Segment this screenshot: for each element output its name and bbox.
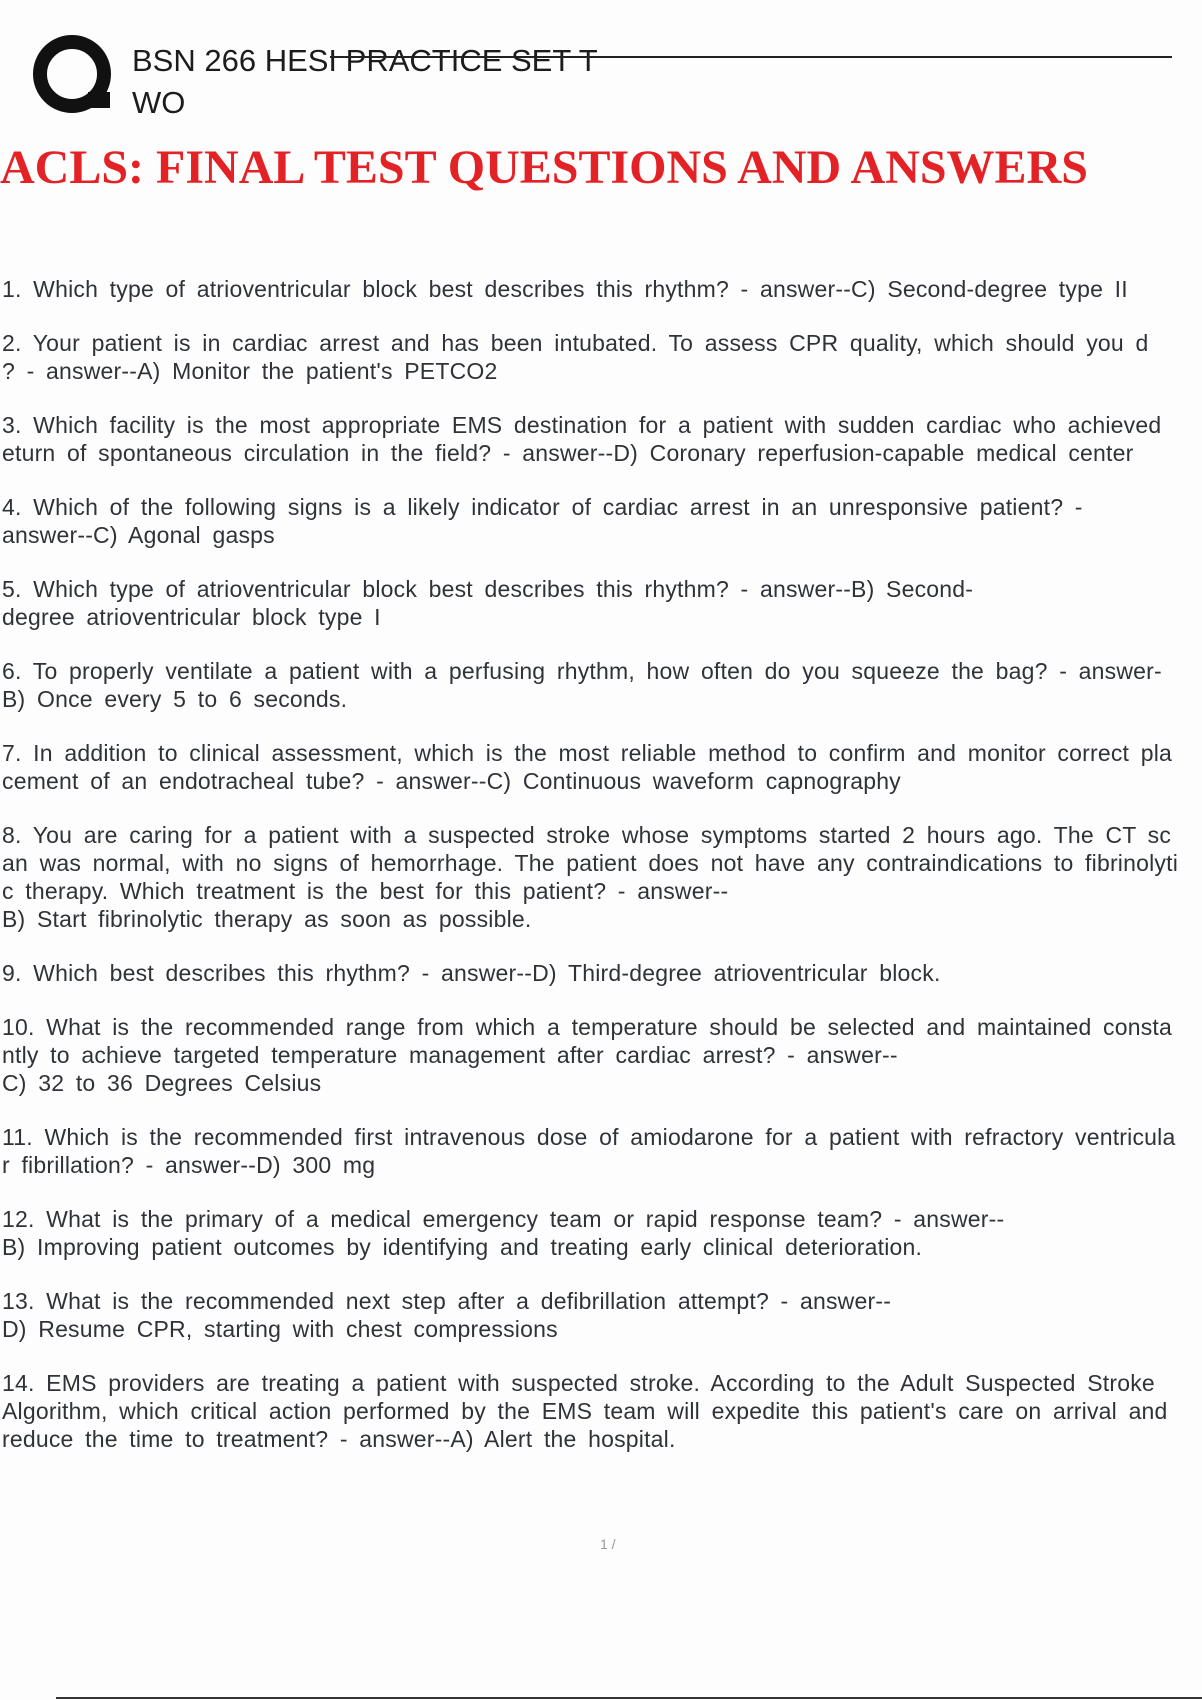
qa-line: B) Start fibrinolytic therapy as soon as possible. [2, 906, 532, 932]
qa-line: answer--C) Agonal gasps [2, 522, 275, 548]
qa-item [0, 1013, 1200, 1097]
qa-item [0, 329, 1200, 385]
qa-item [0, 657, 1200, 713]
qa-line: reduce the time to treatment? - answer--A) Alert the hospital. [2, 1426, 676, 1452]
q-logo-icon [32, 34, 142, 116]
qa-line: 4. Which of the following signs is a likely indicator of cardiac arrest in an unresponsive patient? - [2, 494, 1083, 520]
qa-line: degree atrioventricular block type I [2, 604, 381, 630]
qa-line: 7. In addition to clinical assessment, which is the most reliable method to confirm and monitor correct pla [2, 740, 1173, 766]
qa-line: 13. What is the recommended next step after a defibrillation attempt? - answer-- [2, 1288, 892, 1314]
bottom-rule [56, 1697, 1202, 1699]
qa-line: B) Improving patient outcomes by identifying and treating early clinical deterioration. [2, 1234, 923, 1260]
qa-line: ? - answer--A) Monitor the patient's PETCO2 [2, 358, 498, 384]
qa-line: 2. Your patient is in cardiac arrest and has been intubated. To assess CPR quality, which should you d [2, 330, 1149, 356]
qa-line: eturn of spontaneous circulation in the field? - answer--D) Coronary reperfusion-capable medical center [2, 440, 1134, 466]
qa-line: D) Resume CPR, starting with chest compressions [2, 1316, 558, 1342]
qa-line: ntly to achieve targeted temperature management after cardiac arrest? - answer-- [2, 1042, 898, 1068]
qa-line: an was normal, with no signs of hemorrhage. The patient does not have any contraindications to fibrinolyti [2, 850, 1179, 876]
qa-item [0, 493, 1200, 549]
header-title-line1: BSN 266 HESI PRACTICE SET T [132, 43, 598, 78]
qa-line: 10. What is the recommended range from which a temperature should be selected and maintained consta [2, 1014, 1173, 1040]
qa-line: B) Once every 5 to 6 seconds. [2, 686, 348, 712]
qa-line: 11. Which is the recommended first intravenous dose of amiodarone for a patient with refractory ventricula [2, 1124, 1176, 1150]
document-header [30, 30, 1150, 120]
qa-line: 12. What is the primary of a medical emergency team or rapid response team? - answer-- [2, 1206, 1005, 1232]
qa-item [0, 1369, 1200, 1453]
qa-item [0, 1123, 1200, 1179]
qa-line: 3. Which facility is the most appropriate EMS destination for a patient with sudden cardiac who achieved [2, 412, 1162, 438]
qa-item [0, 739, 1200, 795]
qa-item [0, 575, 1200, 631]
qa-line: Algorithm, which critical action performed by the EMS team will expedite this patient's care on arrival and [2, 1398, 1168, 1424]
qa-line: C) 32 to 36 Degrees Celsius [2, 1070, 322, 1096]
qa-line: 6. To properly ventilate a patient with a perfusing rhythm, how often do you squeeze the bag? - answer- [2, 658, 1162, 684]
qa-line: r fibrillation? - answer--D) 300 mg [2, 1152, 376, 1178]
qa-line: 9. Which best describes this rhythm? - answer--D) Third-degree atrioventricular block. [2, 960, 941, 986]
qa-item [0, 959, 1200, 987]
qa-line: 1. Which type of atrioventricular block best describes this rhythm? - answer--C) Second-degree type II [2, 276, 1128, 302]
qa-line: 14. EMS providers are treating a patient with suspected stroke. According to the Adult Suspected Stroke [2, 1370, 1155, 1396]
header-rule [330, 56, 1172, 58]
qa-item [0, 1205, 1200, 1261]
page-number: 1 / [600, 1536, 616, 1552]
document-title: ACLS: FINAL TEST QUESTIONS AND ANSWERS [0, 141, 1088, 194]
qa-item [0, 821, 1200, 933]
qa-line: 8. You are caring for a patient with a suspected stroke whose symptoms started 2 hours ago. The CT sc [2, 822, 1172, 848]
header-title-line2: WO [132, 85, 186, 120]
qa-item [0, 1287, 1200, 1343]
qa-line: c therapy. Which treatment is the best for this patient? - answer-- [2, 878, 729, 904]
header-title [132, 40, 598, 124]
qa-item [0, 411, 1200, 467]
qa-list [0, 275, 1200, 1453]
qa-line: 5. Which type of atrioventricular block best describes this rhythm? - answer--B) Second- [2, 576, 974, 602]
qa-item [0, 275, 1200, 303]
qa-line: cement of an endotracheal tube? - answer--C) Continuous waveform capnography [2, 768, 901, 794]
